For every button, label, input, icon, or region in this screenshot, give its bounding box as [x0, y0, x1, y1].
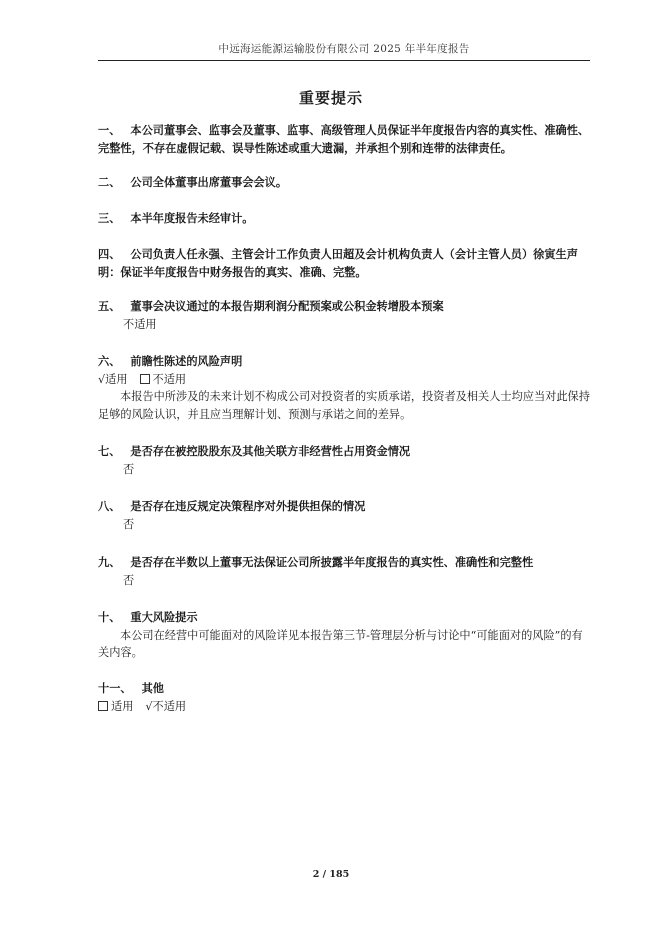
section-heading [98, 246, 592, 281]
section-number: 四、 [98, 247, 121, 261]
section-number: 三、 [98, 211, 121, 225]
section-heading [98, 680, 592, 698]
section-5 [98, 298, 592, 333]
section-title: 本半年度报告未经审计。 [130, 211, 254, 225]
section-8 [98, 498, 592, 533]
section-number: 十一、 [98, 681, 132, 695]
section-7 [98, 443, 592, 478]
section-heading [98, 498, 592, 516]
section-body: 否 [123, 573, 135, 587]
header-divider [98, 60, 590, 61]
section-number: 一、 [98, 123, 121, 137]
section-heading [98, 174, 592, 192]
section-heading [98, 609, 592, 627]
applicability-row [98, 371, 592, 389]
section-title: 是否存在半数以上董事无法保证公司所披露半年度报告的真实性、准确性和完整性 [130, 555, 534, 569]
section-4 [98, 246, 592, 281]
section-number: 二、 [98, 175, 121, 189]
section-heading [98, 353, 592, 371]
section-11 [98, 680, 592, 715]
checkbox-icon [140, 374, 150, 384]
section-2 [98, 174, 592, 192]
section-heading [98, 298, 592, 316]
section-number: 十、 [98, 610, 121, 624]
section-heading [98, 443, 592, 461]
not-applicable-option: 不适用 [152, 372, 187, 386]
section-heading [98, 554, 592, 572]
section-number: 八、 [98, 499, 121, 513]
section-6 [98, 353, 592, 423]
section-body: 本公司在经营中可能面对的风险详见本报告第三节-管理层分析与讨论中“可能面对的风险”的有关内容。 [98, 628, 583, 659]
section-10 [98, 609, 592, 662]
applicable-option: 适用 [111, 699, 134, 713]
section-number: 七、 [98, 444, 121, 458]
section-body: 本报告中所涉及的未来计划不构成公司对投资者的实质承诺，投资者及相关人士均应当对此保持足够的风险认识，并且应当理解计划、预测与承诺之间的差异。 [98, 390, 590, 421]
section-title: 前瞻性陈述的风险声明 [130, 354, 243, 368]
section-title: 公司全体董事出席董事会会议。 [130, 175, 288, 189]
section-1 [98, 122, 592, 157]
section-body: 否 [123, 462, 135, 476]
section-number: 五、 [98, 299, 121, 313]
section-heading [98, 122, 592, 157]
section-body: 不适用 [123, 317, 157, 331]
section-number: 六、 [98, 354, 121, 368]
section-title: 是否存在违反规定决策程序对外提供担保的情况 [130, 499, 366, 513]
report-header: 中远海运能源运输股份有限公司 2025 年半年度报告 [218, 43, 470, 55]
page-title: 重要提示 [298, 89, 363, 107]
section-title: 是否存在被控股股东及其他关联方非经营性占用资金情况 [130, 444, 411, 458]
section-number: 九、 [98, 555, 121, 569]
section-3 [98, 210, 592, 228]
applicability-row [98, 698, 592, 716]
section-body: 否 [123, 517, 135, 531]
section-title: 重大风险提示 [130, 610, 198, 624]
not-applicable-option: √不适用 [145, 699, 187, 713]
checkbox-icon [98, 701, 108, 711]
section-heading [98, 210, 592, 228]
section-title: 公司负责人任永强、主管会计工作负责人田超及会计机构负责人（会计主管人员）徐寅生声明：保证半年度报告中财务报告的真实、准确、完整。 [98, 247, 578, 279]
section-title: 董事会决议通过的本报告期利润分配预案或公积金转增股本预案 [130, 299, 444, 313]
section-title: 本公司董事会、监事会及董事、监事、高级管理人员保证半年度报告内容的真实性、准确性、完整性，不存在虚假记载、误导性陈述或重大遗漏，并承担个别和连带的法律责任。 [98, 123, 590, 155]
applicable-option: √适用 [98, 372, 128, 386]
section-title: 其他 [141, 681, 164, 695]
section-9 [98, 554, 592, 589]
page-number: 2 / 185 [312, 869, 350, 880]
